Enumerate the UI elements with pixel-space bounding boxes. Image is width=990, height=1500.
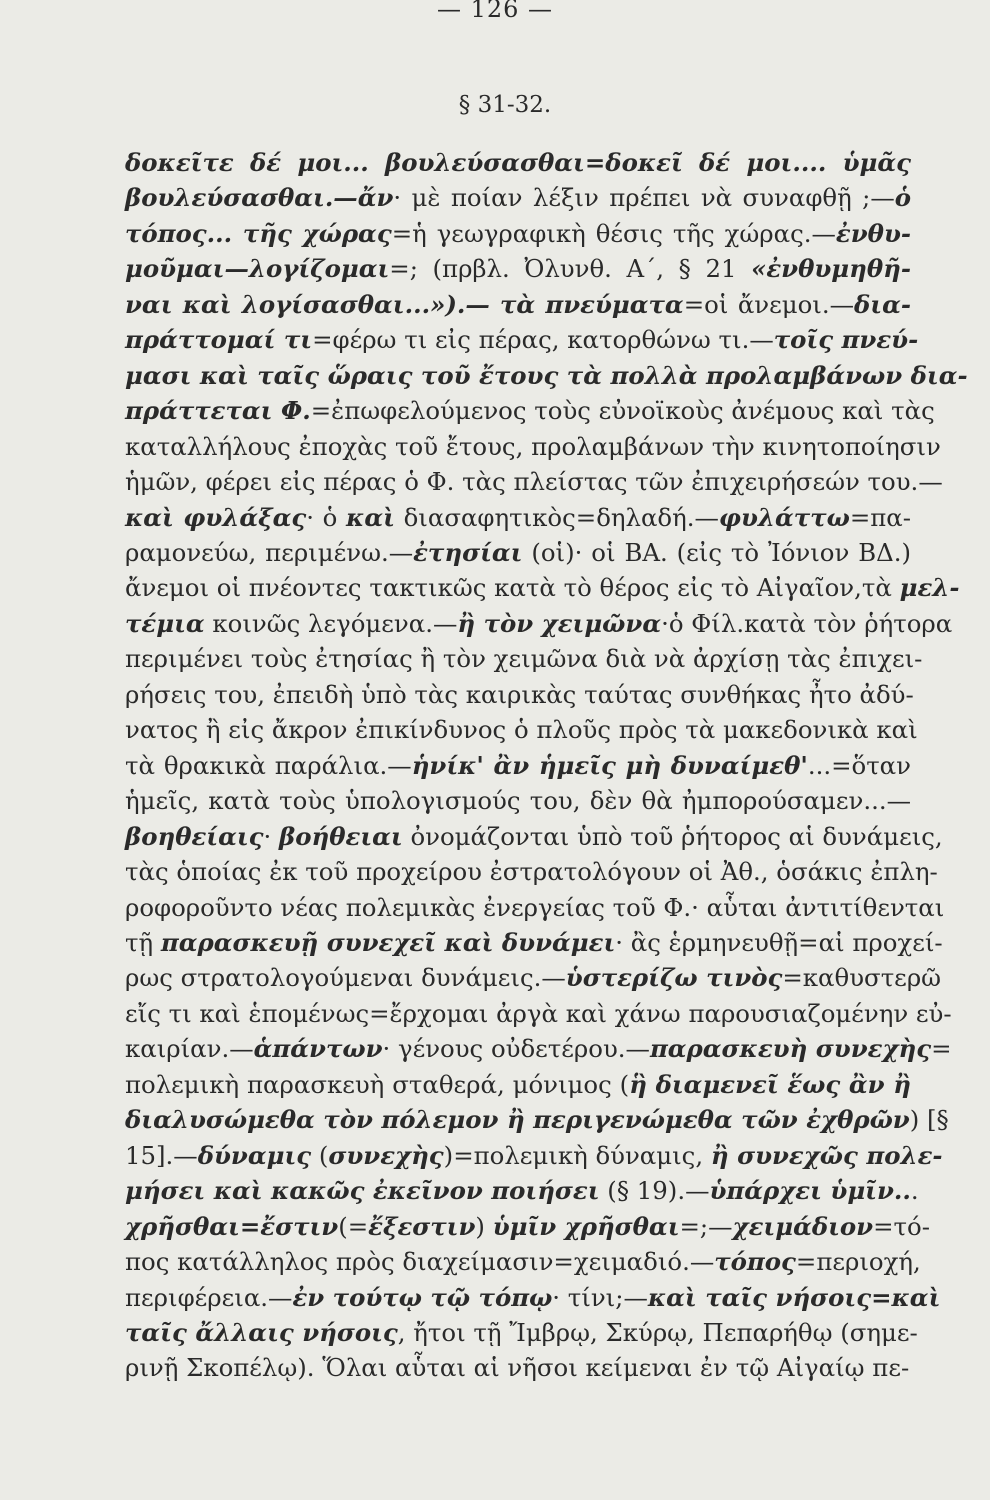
text-line: ρήσεις του, ἐπειδὴ ὑπὸ τὰς καιρικὰς ταύτας συνθήκας ἦτο ἀδύ-: [125, 679, 914, 709]
text-line: τῇ παρασκευῇ συνεχεῖ καὶ δυνάμει· ἂς ἑρμηνευθῇ=αἱ προχεί-: [125, 927, 943, 957]
text-line: βοηθείαις· βοήθειαι ὀνομάζονται ὑπὸ τοῦ ῥήτορος αἱ δυνάμεις,: [125, 821, 943, 851]
text-line: πολεμικὴ παρασκευὴ σταθερά, μόνιμος (ἣ διαμενεῖ ἕως ἂν ἢ: [125, 1069, 911, 1099]
text-line: τέμια κοινῶς λεγόμενα.—ἢ τὸν χειμῶνα·ὁ Φίλ.κατὰ τὸν ῥήτορα: [125, 608, 953, 638]
text-line: 15].—δύναμις (συνεχὴς)=πολεμικὴ δύναμις, ἢ συνεχῶς πολε-: [125, 1140, 943, 1170]
text-line: ἡμεῖς, κατὰ τοὺς ὑπολογισμούς του, δὲν θὰ ἠμπορούσαμεν...—: [125, 786, 911, 816]
text-line: πράττεται Φ.=ἐπωφελούμενος τοὺς εὐνοϊκοὺς ἀνέμους καὶ τὰς: [125, 396, 935, 426]
text-line: ροφοροῦντο νέας πολεμικὰς ἐνεργείας τοῦ Φ.· αὗται ἀντιτίθενται: [125, 892, 945, 922]
commentary-text: [125, 145, 968, 1386]
text-line: δοκεῖτε δέ μοι... βουλεύσασθαι=δοκεῖ δέ μοι.... ὑμᾶς: [125, 148, 911, 177]
text-line: μασι καὶ ταῖς ὥραις τοῦ ἔτους τὰ πολλὰ προλαμβάνων δια-: [125, 360, 968, 390]
text-line: ραμονεύω, περιμένω.—ἐτησίαι (οἱ)· οἱ ΒΑ. (εἰς τὸ Ἰόνιον ΒΔ.): [125, 537, 912, 567]
text-line: περιμένει τοὺς ἐτησίας ἢ τὸν χειμῶνα διὰ νὰ ἀρχίσῃ τὰς ἐπιχει-: [125, 644, 923, 674]
text-line: νατος ἢ εἰς ἄκρον ἐπικίνδυνος ὁ πλοῦς πρὸς τὰ μακεδονικὰ καὶ: [125, 715, 918, 745]
text-line: πράττομαί τι=φέρω τι εἰς πέρας, κατορθώνω τι.—τοῖς πνεύ-: [125, 325, 919, 355]
text-line: ἄνεμοι οἱ πνέοντες τακτικῶς κατὰ τὸ θέρος εἰς τὸ Αἰγαῖον,τὰ μελ-: [125, 573, 960, 603]
text-line: ρως στρατολογούμεναι δυνάμεις.—ὑστερίζω τινὸς=καθυστερῶ: [125, 963, 942, 993]
text-line: καταλλήλους ἐποχὰς τοῦ ἔτους, προλαμβάνων τὴν κινητοποίησιν: [125, 431, 941, 461]
text-line: καιρίαν.—ἁπάντων· γένους οὐδετέρου.—παρασκευὴ συνεχὴς=: [125, 1034, 952, 1064]
text-line: μήσει καὶ κακῶς ἐκεῖνον ποιήσει (§ 19).—ὑπάρχει ὑμῖν...: [125, 1176, 919, 1206]
text-line: εἴς τι καὶ ἑπομένως=ἔρχομαι ἀργὰ καὶ χάνω παρουσιαζομένην εὐ-: [125, 998, 952, 1028]
page-number-header: — 126 —: [436, 0, 554, 23]
section-heading: § 31-32.: [458, 92, 552, 118]
text-line: ναι καὶ λογίσασθαι...»).— τὰ πνεύματα=οἱ ἄνεμοι.—δια-: [125, 289, 911, 319]
text-line: χρῆσθαι=ἔστιν(=ἔξεστιν) ὑμῖν χρῆσθαι=;—χειμάδιον=τό-: [125, 1211, 930, 1241]
text-line: πος κατάλληλος πρὸς διαχείμασιν=χειμαδιό.—τόπος=περιοχή,: [125, 1247, 921, 1277]
text-line: ταῖς ἄλλαις νήσοις, ἤτοι τῇ Ἴμβρῳ, Σκύρῳ, Πεπαρήθῳ (σημε-: [125, 1317, 918, 1347]
text-line: τὰς ὁποίας ἐκ τοῦ προχείρου ἐστρατολόγουν οἱ Ἀθ., ὁσάκις ἐπλη-: [125, 857, 938, 887]
text-line: διαλυσώμεθα τὸν πόλεμον ἢ περιγενώμεθα τῶν ἐχθρῶν) [§: [125, 1105, 949, 1135]
text-line: καὶ φυλάξας· ὁ καὶ διασαφητικὸς=δηλαδή.—φυλάττω=πα-: [125, 502, 911, 532]
text-line: περιφέρεια.—ἐν τούτῳ τῷ τόπῳ· τίνι;—καὶ ταῖς νήσοις=καὶ: [125, 1282, 941, 1312]
text-line: βουλεύσασθαι.—ἄν· μὲ ποίαν λέξιν πρέπει νὰ συναφθῇ ;—ὁ: [125, 183, 911, 213]
text-line: τὰ θρακικὰ παράλια.—ἡνίκ' ἂν ἡμεῖς μὴ δυναίμεθ'...=ὅταν: [125, 750, 911, 780]
text-line: μοῦμαι—λογίζομαι=; (πρβλ. Ὀλυνθ. Α΄, § 21 «ἐνθυμηθῆ-: [125, 254, 911, 284]
text-line: τόπος... τῆς χώρας=ἡ γεωγραφικὴ θέσις τῆς χώρας.—ἐνθυ-: [125, 218, 911, 248]
text-line: ρινῇ Σκοπέλῳ). Ὅλαι αὗται αἱ νῆσοι κείμεναι ἐν τῷ Αἰγαίῳ πε-: [125, 1353, 910, 1383]
text-line: ἡμῶν, φέρει εἰς πέρας ὁ Φ. τὰς πλείστας τῶν ἐπιχειρήσεών του.—: [125, 467, 943, 497]
